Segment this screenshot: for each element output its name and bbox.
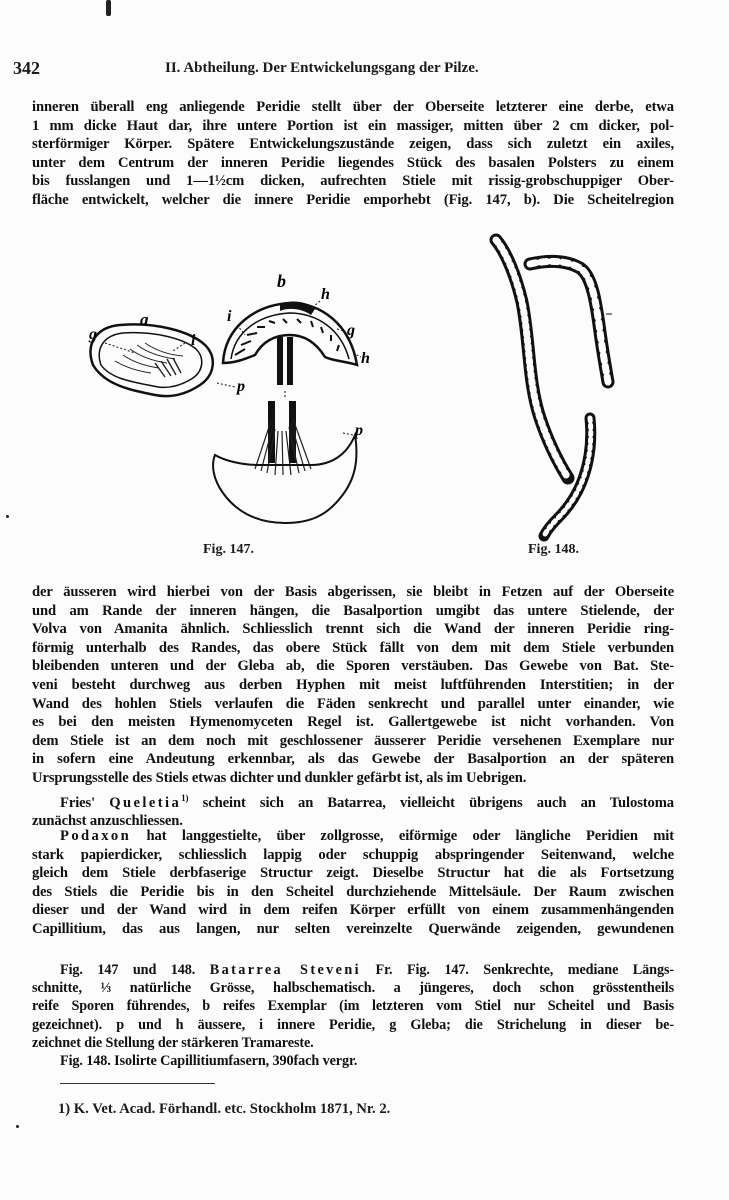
- text-line: zunächst anzuschliessen.: [32, 813, 183, 830]
- text-line: Fig. 148. Isolirte Capillitiumfasern, 390fach vergr.: [60, 1053, 358, 1070]
- text-line: bis fusslangen und 1—1½cm dicken, aufrechten Stiele mit rissig-grobschuppiger Ober-: [32, 173, 674, 190]
- paragraph-2: [32, 583, 674, 788]
- text-line: unter dem Centrum der inneren Peridie liegendes Stück des basalen Polsters zu einem: [32, 154, 674, 171]
- text-line: es bei den meisten Hymenomyceten Regel ist. Gallertgewebe ist nicht vorhanden. Von: [32, 714, 674, 731]
- page-header: [0, 58, 729, 80]
- text-line: gezeichnet). p und h äussere, i innere Peridie, g Gleba; die Strichelung in dieser be-: [32, 1016, 674, 1033]
- fig-letter-p: p: [355, 422, 363, 439]
- page-number: 342: [13, 58, 40, 78]
- text-line: inneren überall eng anliegende Peridie stellt über der Oberseite letzterer eine derbe, etwa: [32, 99, 674, 115]
- footnote-ref: 1): [181, 793, 189, 803]
- text-line: dem Stiele ist an dem noch mit geschlossener äusserer Peridie versehenen Exemplare nur: [32, 732, 674, 749]
- text-line: dieser und der Wand wird in dem reifen Körper erfüllt von einem zusammenhängenden: [32, 902, 674, 919]
- text-line: 1 mm dicke Haut dar, ihre untere Portion ist ein massiger, mitten über 2 cm dicker, pol-: [32, 117, 674, 134]
- fig-letter-i: i: [227, 308, 232, 325]
- text-line: Capillitium, das aus langen, nur selten vereinzelte Querwände zeigenden, gewundenen: [32, 920, 674, 937]
- text-line: des Stiels die Peridie bis in den Scheitel durchziehende Mittelsäule. Der Raum zwischen: [32, 883, 674, 900]
- fig-letter-b: b: [277, 271, 286, 291]
- fig-letter-i: i: [191, 332, 196, 349]
- text-fragment: Fig. 147 und 148.: [60, 962, 196, 978]
- fig-letter-g: g: [347, 322, 355, 339]
- specimen-b-base: [213, 401, 356, 523]
- text-line: reife Sporen führendes, b reifes Exemplar (im letzteren vom Stiel nur Scheitel und Basis: [32, 998, 674, 1015]
- fig-letter-a: a: [140, 310, 149, 329]
- text-line: der äusseren wird hierbei von der Basis abgerissen, sie bleibt in Fetzen auf der Oberseite: [32, 584, 674, 600]
- footnote-rule: [60, 1083, 215, 1084]
- text-line: förmig unterhalb des Randes, das obere Stück fällt von dem mit dem Stiele verbunden: [32, 639, 674, 656]
- genus-name: Queletia: [109, 794, 182, 811]
- text-line: Volva von Amanita ähnlich. Schliesslich trennt sich die Wand der inneren Peridie ring-: [32, 621, 674, 638]
- paragraph-4: [32, 827, 674, 939]
- text-line: Ursprungsstelle des Stiels etwas dichter und dunkler gefärbt ist, als im Uebrigen.: [32, 769, 527, 786]
- ink-speck: [6, 515, 9, 518]
- genus-name: Podaxon: [60, 828, 132, 844]
- text-line: [32, 789, 674, 812]
- species-name: Batarrea Steveni: [209, 962, 361, 978]
- figure-caption: [32, 961, 674, 1070]
- text-fragment: Fries': [60, 794, 96, 811]
- text-line: [32, 827, 674, 846]
- text-line: und am Rande der inneren hängen, die Basalportion umgibt das untere Stielende, der: [32, 602, 674, 619]
- ink-speck: [106, 0, 111, 16]
- fig-letter-h: h: [361, 350, 370, 367]
- text-line: [32, 961, 674, 979]
- paragraph-1: [32, 98, 674, 210]
- fig-letter-p: p: [237, 378, 245, 395]
- figure-147: [75, 265, 395, 540]
- text-line: veni besteht durchweg aus derben Hyphen mit meist luftführenden Interstitien; in der: [32, 676, 674, 693]
- text-line: sterförmiger Körper. Spätere Entwickelungszustände zeigen, dass sich zuletzt ein axiles,: [32, 136, 674, 153]
- specimen-a: [91, 324, 235, 396]
- paragraph-3: [32, 789, 674, 831]
- figure-147-caption: Fig. 147.: [203, 542, 254, 557]
- text-fragment: Fr. Fig. 147. Senkrechte, mediane Längs-: [375, 962, 674, 978]
- text-line: in sofern eine Andeutung erkennbar, als das Gewebe der Basalportion an der späteren: [32, 751, 674, 768]
- text-fragment: hat langgestielte, über zollgrosse, eiförmige oder längliche Peridien mit: [146, 828, 674, 844]
- text-line: Wand des hohlen Stiels verlaufen die Fäden senkrecht und parallel unter einander, wie: [32, 695, 674, 712]
- figure-148-caption: Fig. 148.: [528, 542, 579, 557]
- fig-letter-h: h: [321, 286, 330, 303]
- text-line: gleich dem Stiele derbfaserige Structur zeigt. Dieselbe Structur hat die als Fortsetzung: [32, 865, 674, 882]
- running-head: II. Abtheilung. Der Entwickelungsgang der Pilze.: [165, 60, 479, 76]
- ink-speck: [16, 1125, 19, 1128]
- text-line: zeichnet die Stellung der stärkeren Tramareste.: [32, 1034, 314, 1051]
- text-fragment: scheint sich an Batarrea, vielleicht übrigens auch an Tulostoma: [202, 794, 674, 811]
- text-line: bleibenden unteren und der Gleba ab, die Sporen verstäuben. Das Gewebe von Bat. Ste-: [32, 658, 674, 675]
- fig-letter-g: g: [89, 326, 97, 343]
- figure-148: [488, 232, 628, 542]
- footnote: 1) K. Vet. Acad. Förhandl. etc. Stockholm 1871, Nr. 2.: [58, 1101, 391, 1117]
- text-line: stark papierdicker, schliesslich lappig oder schuppig abspringender Seitenwand, welche: [32, 846, 674, 863]
- text-line: fläche entwickelt, welcher die innere Peridie emporhebt (Fig. 147, b). Die Scheitelregion: [32, 191, 674, 208]
- text-line: schnitte, ⅓ natürliche Grösse, halbschematisch. a jüngeres, doch schon grösstentheils: [32, 980, 674, 997]
